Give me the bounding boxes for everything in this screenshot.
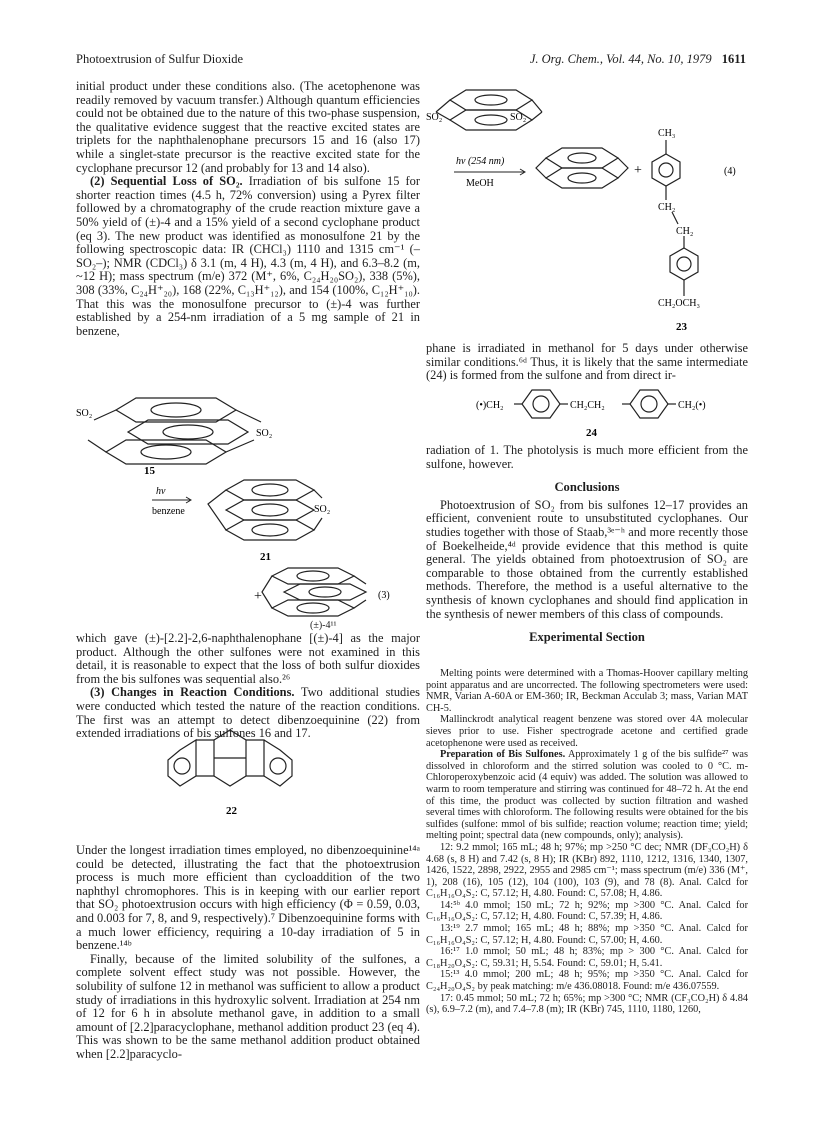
chain-left-label: (•)CH₂ <box>476 400 504 411</box>
section-heading: (2) Sequential Loss of SO₂. <box>90 174 243 189</box>
structure-24 <box>426 384 748 440</box>
solvent-label: benzene <box>152 506 185 517</box>
paragraph-conclusions: Photoextrusion of SO₂ from bis sulfones 12–17 provides an efficient, convenient route to unsubstituted cyclophanes. Our studies together with those of Staab,³ᵉ⁻ʰ and more recently those of Boekelheide,⁴ᵈ provide evidence that this method is quite general. The yields obtained from photoextrusion of SO₂ are comparable to those obtained from the currently established methods. Therefore, the method is a useful alternative to the synthesis of known cyclophanes and should find application in the synthesis of newer members of this class of compounds. <box>426 497 748 621</box>
so2-label: SO₂ <box>256 428 273 439</box>
paragraph-sequential-loss: (2) Sequential Loss of SO₂. Irradiation of bis sulfone 15 for shorter reaction times (4.5 h, 72% conversion) using a Pyrex filter followed by a chromatography of the crude reaction mixture gave a 50% yield of (±)-4 and a 15% yield of a second cyclophane product (eq 3). The new product was identified as monosulfone 21 by the following spectroscopic data: IR (CHCl₃) 1110 and 1315 cm⁻¹ (–SO₂–); NMR (CDCl₃) δ 3.1 (m, 4 H), 4.3 (m, 4 H), and 6.3–8.2 (m, ~12 H); mass spectrum (m/e) 372 (M⁺, 6%, C₂₄H₂₀SO₂), 338 (5%), 308 (33%, C₂₄H⁺₂₀), 168 (22%, C₁₃H⁺₁₂), and 154 (100%, C₁₂H⁺₁₀). That this was the monosulfone precursor to (±)-4 was further established by a 254-nm irradiation of a 5 mg sample of 21 in benzene, <box>76 174 420 338</box>
compound-data-17: 17: 0.45 mmol; 50 mL; 72 h; 65%; mp >300 °C; NMR (CF₃CO₂H) δ 4.84 (s), 6.9–7.2 (m), and 7.4–7.8 (m); IR (KBr) 745, 1110, 1180, 1260, <box>426 992 748 1016</box>
compound-data-16: 16:¹⁷ 1.0 mmol; 50 mL; 48 h; 83%; mp > 300 °C. Anal. Calcd for C₁₈H₂₀O₄S₂: C, 59.31; H, 5.54. Found: C, 59.01; H, 5.41. <box>426 946 748 969</box>
equation-4-scheme <box>426 78 748 340</box>
paragraph: initial product under these conditions also. (The acetophenone was readily removed by vacuum transfer.) Although quantum efficiencies could not be obtained due to the nature of this two-phase suspension, the qualitative evidence suggest that the reactive excited states are triplets for the naphthalenophane precursors 15 and 16 (also 17) while a singlet-state precursor is the reactive excited state for the cyclophane precursor 12 (and probably for 13 and 14 also). <box>76 79 420 175</box>
plus-sign: + <box>254 589 262 604</box>
chain-right-label: CH₂(•) <box>678 400 706 411</box>
compound-data-13: 13:¹⁹ 2.7 mmol; 165 mL; 48 h; 88%; mp >350 °C. Anal. Calcd for C₁₆H₁₆O₄S₂: C, 57.12; H, 4.80. Found: C, 57.00; H, 4.60. <box>426 923 748 946</box>
ch2-label: CH₂ <box>676 226 694 237</box>
compound-label-15: 15 <box>144 465 155 477</box>
left-text-block-3 <box>76 844 420 1062</box>
structure-pm4 <box>76 566 420 626</box>
structure-15 <box>76 392 420 482</box>
journal-name: J. Org. Chem., Vol. 44, No. 10, 1979 <box>529 52 712 66</box>
paragraph: phane is irradiated in methanol for 5 days under otherwise similar conditions.⁶ᵈ Thus, it is likely that the same intermediate (24) is formed from the sulfone and from direct ir- <box>426 341 748 383</box>
so2-label: SO₂ <box>314 504 331 515</box>
compound-label-23: 23 <box>676 321 687 333</box>
so2-label: SO₂ <box>76 408 93 419</box>
page-number: 1611 <box>721 52 746 66</box>
ch2-label: CH₂ <box>658 202 676 213</box>
solvent-meoh: MeOH <box>466 178 494 189</box>
running-title: Photoextrusion of Sulfur Dioxide <box>76 52 244 66</box>
journal-citation <box>530 52 746 67</box>
paragraph-bis-sulfones: Preparation of Bis Sulfones. Approximately 1 g of the bis sulfide²⁷ was dissolved in chloroform and the stirred solution was cooled to 0 °C. m-Chloroperoxybenzoic acid (4 equiv) was added. The solution was allowed to warm to room temperature and stirring was continued for 48–72 h. At the end of this time, the product was collected by suction filtration and washed several times with chloroform. The following results were obtained for the bis sulfides (sulfone: mmol of bis sulfide; reaction volume; reaction time; yield; melting point; spectral data (new compounds, only); analysis). <box>426 749 748 842</box>
paragraph: radiation of 1. The photolysis is much more efficient from the sulfone, however. <box>426 443 748 471</box>
conclusions-heading: Conclusions <box>554 480 620 495</box>
paragraph: Finally, because of the limited solubility of the sulfones, a complete solvent effect study was not possible. However, the solubility of sulfone 12 in methanol was sufficient to allow a product study of irradiations in this hydroxylic solvent. Irradiation at 254 nm of 12 for 6 h in absolute methanol gave, in addition to a small amount of [2.2]paracyclophane, methanol addition product 23 (eq 4). This was shown to be the same methanol addition product obtained when [2.2]paracyclo- <box>76 951 420 1061</box>
equation-number-3: (3) <box>378 590 390 601</box>
so2-label: SO₂ <box>510 112 527 123</box>
hv-label: hν <box>156 486 166 497</box>
right-text-block-experimental <box>426 668 748 1016</box>
chain-mid-label: CH₂CH₂ <box>570 400 605 411</box>
paragraph: which gave (±)-[2.2]-2,6-naphthalenophane [(±)-4] as the major product. Although the other sulfones were not examined in this detail, it is reasonable to expect that the loss of both sulfur dioxides from the bis sulfones was sequential also.²⁶ <box>76 631 420 686</box>
compound-label-22: 22 <box>226 805 237 817</box>
paragraph-reaction-conditions: (3) Changes in Reaction Conditions. Two additional studies were conducted which tested the nature of the reaction conditions. The first was an attempt to detect dibenzoequinine (22) from extended irradiations of bis sulfones 16 and 17. <box>76 685 420 741</box>
section-heading: (3) Changes in Reaction Conditions. <box>90 685 295 700</box>
compound-label-21: 21 <box>260 551 271 563</box>
paragraph-experimental: Melting points were determined with a Thomas-Hoover capillary melting point apparatus and are uncorrected. The following spectrometers were used: NMR, Varian A-60A or EM-360; IR, Beckman Acculab 3; mass, Varian MAT CH-5. <box>426 668 748 714</box>
paragraph: Under the longest irradiation times employed, no dibenzoequinine¹⁴ᵃ could be detected, illustrating the fact that the photoextrusion process is much more efficient than cycloaddition of the two naphthyl chromophores. This is in keeping with our earlier report that SO₂ photoextrusion occurs with high efficiency (Φ = 0.59, 0.03, and 0.003 for 7, 8, and 9, respectively).⁷ Dibenzoequinine forms with a much lower efficiency, requiring a 10-day irradiation of 5 in benzene.¹⁴ᵇ <box>76 843 420 953</box>
compound-data-12: 12: 9.2 mmol; 165 mL; 48 h; 97%; mp >250 °C dec; NMR (DF₃CO₂H) δ 4.68 (s, 8 H) and 7.42 (s, 8 H); IR (KBr) 892, 1110, 1212, 1316, 1340, 1307, 1426, 1522, 2898, 2922, 2955 and 2985 cm⁻¹; mass spectrum (m/e) 336 (M⁺, 1), 208 (16), 105 (12), 104 (100), 103 (9), and 78 (8). Anal. Calcd for C₁₆H₁₆O₄S₂: C, 57.12; H, 4.80. Found: C, 57.08; H, 4.86. <box>426 841 748 900</box>
compound-data-14: 14:⁵ᵇ 4.0 mmol; 150 mL; 72 h; 92%; mp >300 °C. Anal. Calcd for C₁₆H₁₆O₄S₂: C, 57.12; H, 4.80. Found: C, 57.39; H, 4.86. <box>426 899 748 923</box>
so2-label: SO₂ <box>426 112 443 123</box>
compound-label-24: 24 <box>586 427 597 439</box>
experimental-heading: Experimental Section <box>529 630 645 645</box>
equation-number-4: (4) <box>724 166 736 177</box>
subsection-heading: Preparation of Bis Sulfones. <box>440 749 566 761</box>
right-text-block-2 <box>426 444 748 649</box>
plus-sign: + <box>634 163 642 178</box>
ch3-label: CH₃ <box>658 128 676 139</box>
right-text-block-1 <box>426 342 748 383</box>
compound-label-pm4: (±)-4¹¹ <box>310 620 337 631</box>
structure-21-reaction <box>76 478 420 568</box>
structure-22 <box>160 720 320 830</box>
compound-data-15: 15:¹³ 4.0 mmol; 200 mL; 48 h; 95%; mp >350 °C. Anal. Calcd for C₂₄H₂₀O₄S₂ by peak matching: m/e 436.08018. Found: m/e 436.07559. <box>426 969 748 993</box>
left-text-block-1 <box>76 80 420 338</box>
paragraph-experimental: Mallinckrodt analytical reagent benzene was stored over 4A molecular sieves prior to use. Fisher spectrograde acetone and certified grade acetophenone were used as received. <box>426 714 748 749</box>
ch2och3-label: CH₂OCH₃ <box>658 298 700 309</box>
hv-254-label: hν (254 nm) <box>456 156 505 167</box>
